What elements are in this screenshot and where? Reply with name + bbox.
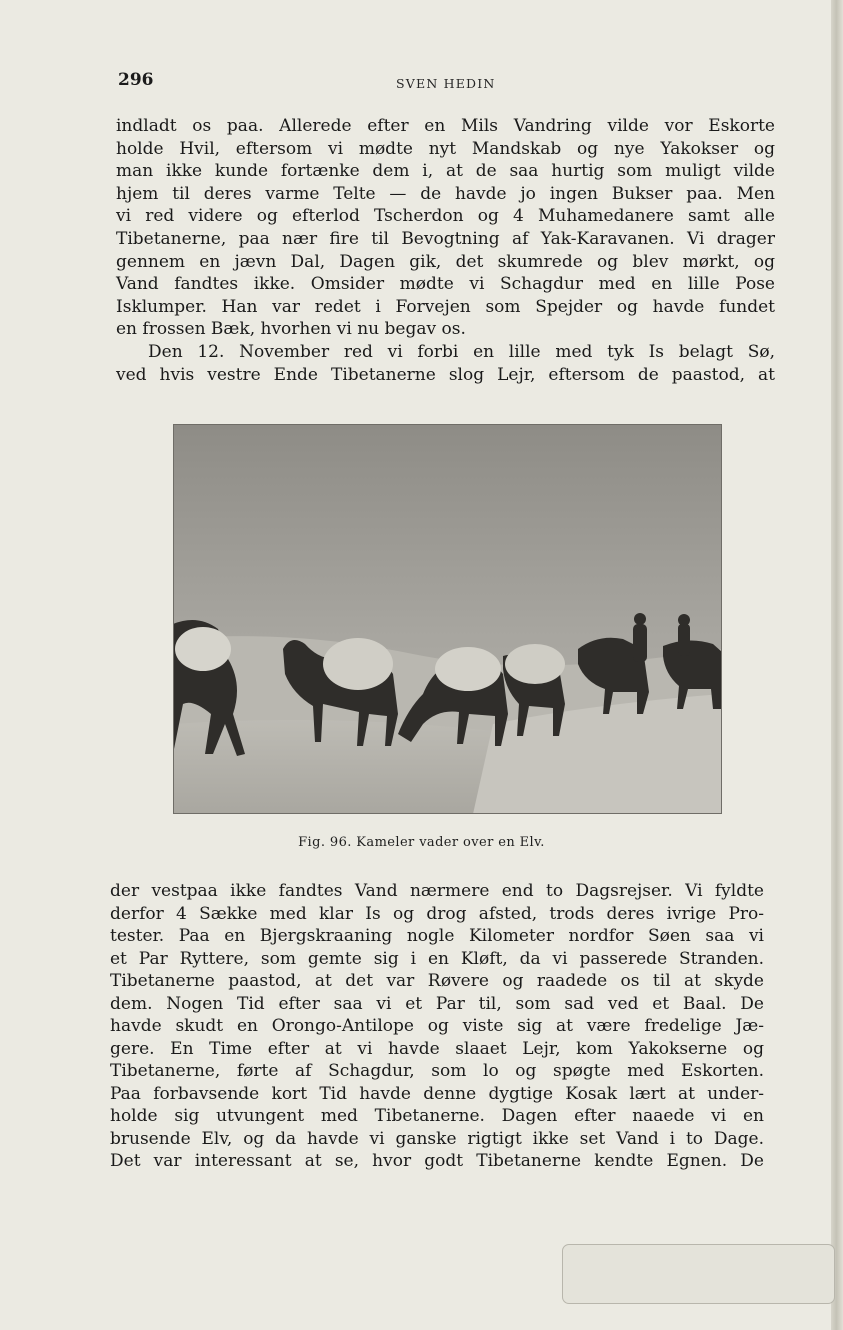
text-line: Det var interessant at se, hvor godt Tibetanerne kendte Egnen. De	[110, 1151, 764, 1171]
text-line: indladt os paa. Allerede efter en Mils Vandring vilde vor Eskorte	[116, 116, 775, 136]
text-line: dem. Nogen Tid efter saa vi et Par til, som sad ved et Baal. De	[110, 993, 764, 1014]
text-line: Tibetanerne, førte af Schagdur, som lo og spøgte med Eskorten.	[110, 1061, 764, 1081]
body-text-bottom	[110, 880, 764, 1173]
text-line: Tibetanerne, paa nær fire til Bevogtning af Yak-Karavanen. Vi drager	[116, 228, 775, 249]
body-text-top	[116, 115, 775, 386]
figure-photo	[173, 424, 722, 814]
text-line: vi red videre og efterlod Tscherdon og 4 Muhamedanere samt alle	[116, 206, 775, 227]
text-line: hjem til deres varme Telte — de havde jo ingen Bukser paa. Men	[116, 183, 775, 204]
text-line: havde skudt en Orongo-Antilope og viste sig at være fredelige Jæ-	[110, 1016, 764, 1036]
page-header	[0, 70, 843, 98]
camel-caravan-photo	[173, 424, 722, 814]
text-line: gere. En Time efter at vi havde slaaet Lejr, kom Yakokserne og	[110, 1038, 764, 1059]
running-head: SVEN HEDIN	[396, 76, 496, 91]
text-line: Den 12. November red vi forbi en lille med tyk Is belagt Sø,	[148, 341, 775, 362]
page-edge	[831, 0, 843, 1330]
text-line: Tibetanerne paastod, at det var Røvere og raadede os til at skyde	[110, 971, 764, 991]
text-line: gennem en jævn Dal, Dagen gik, det skumrede og blev mørkt, og	[116, 251, 775, 272]
text-line: man ikke kunde fortænke dem i, at de saa hurtig som muligt vilde	[116, 161, 775, 182]
text-line: derfor 4 Sække med klar Is og drog afsted, trods deres ivrige Pro-	[110, 903, 764, 924]
text-line: der vestpaa ikke fandtes Vand nærmere end to Dagsrejser. Vi fyldte	[110, 881, 764, 901]
text-line: Vand fandtes ikke. Omsider mødte vi Schagdur med en lille Pose	[116, 274, 775, 295]
text-line: Paa forbavsende kort Tid havde denne dygtige Kosak lært at under-	[110, 1083, 764, 1104]
text-line: en frossen Bæk, hvorhen vi nu begav os.	[116, 319, 466, 340]
library-slip	[562, 1244, 835, 1304]
figure-caption: Fig. 96. Kameler vader over en Elv.	[298, 835, 545, 850]
text-line: holde Hvil, eftersom vi mødte nyt Mandskab og nye Yakokser og	[116, 138, 775, 159]
text-line: et Par Ryttere, som gemte sig i en Kløft, da vi passerede Stranden.	[110, 948, 764, 969]
text-line: brusende Elv, og da havde vi ganske rigtigt ikke set Vand i to Dage.	[110, 1128, 764, 1149]
text-line: holde sig utvungent med Tibetanerne. Dagen efter naaede vi en	[110, 1106, 764, 1126]
text-line: tester. Paa en Bjergskraaning nogle Kilometer nordfor Søen saa vi	[110, 926, 764, 946]
text-line: Isklumper. Han var redet i Forvejen som Spejder og havde fundet	[116, 296, 775, 317]
page-number: 296	[118, 70, 154, 90]
text-line: ved hvis vestre Ende Tibetanerne slog Lejr, eftersom de paastod, at	[116, 364, 775, 385]
